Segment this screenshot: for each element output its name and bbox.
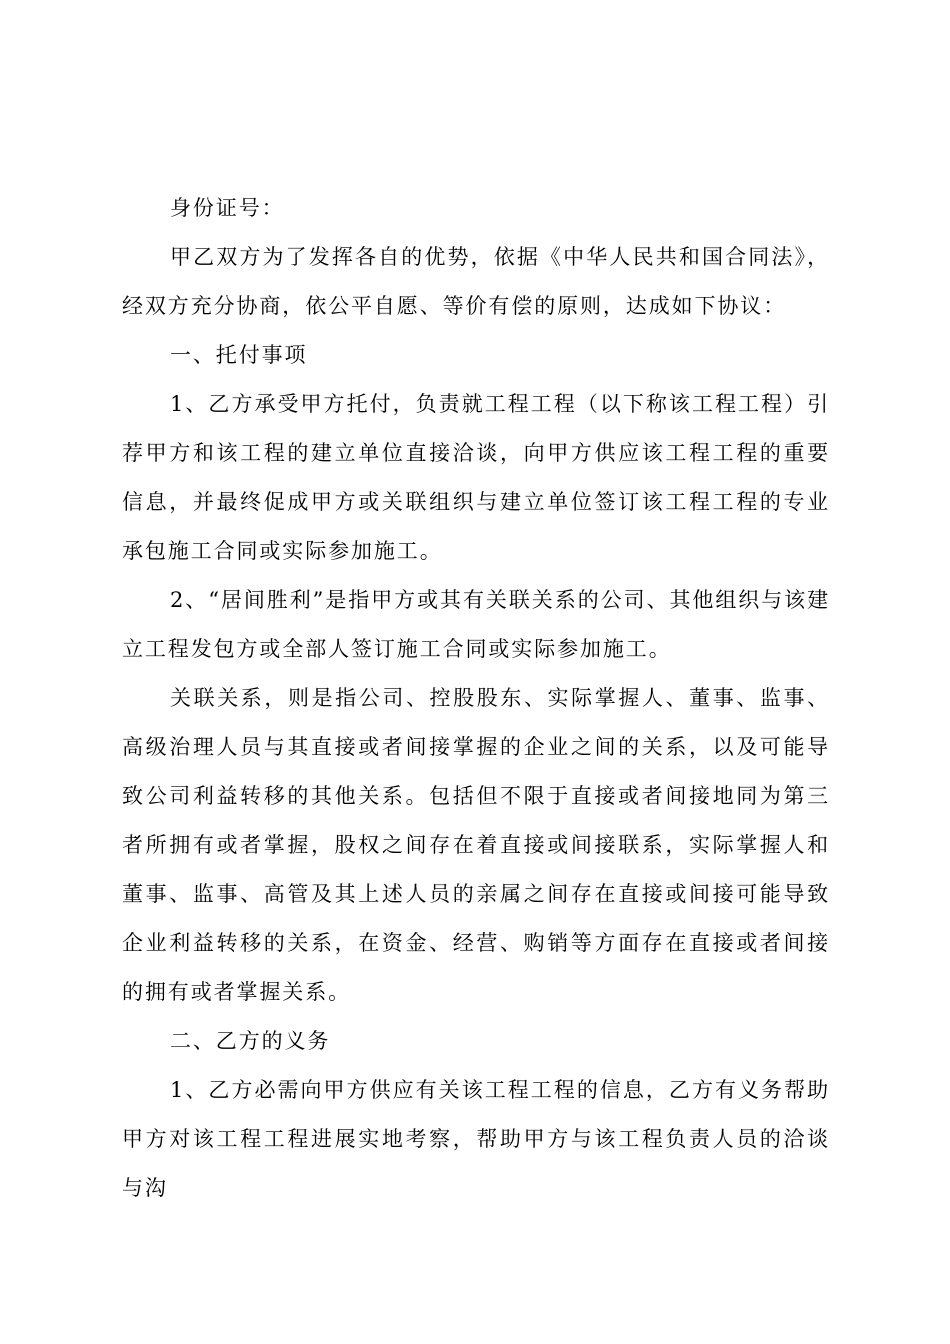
related-party-definition: 关联关系，则是指公司、控股股东、实际掌握人、董事、监事、高级治理人员与其直接或者间接掌握的企业之间的关系，以及可能导致公司利益转移的其他关系。包括但不限于直接或者间接地同为第三者所拥有或者掌握，股权之间存在着直接或间接联系，实际掌握人和董事、监事、高管及其上述人员的亲属之间存在直接或间接可能导致企业利益转移的关系，在资金、经营、购销等方面存在直接或者间接的拥有或者掌握关系。 bbox=[122, 686, 830, 1004]
clause-1-2: 2、“居间胜利”是指甲方或其有关联关系的公司、其他组织与该建立工程发包方或全部人签订施工合同或实际参加施工。 bbox=[122, 588, 830, 661]
clause-1-1: 1、乙方承受甲方托付，负责就工程工程（以下称该工程工程）引荐甲方和该工程的建立单位直接洽谈，向甲方供应该工程工程的重要信息，并最终促成甲方或关联组织与建立单位签订该工程工程的专业承包施工合同或实际参加施工。 bbox=[122, 392, 830, 563]
id-number-line: 身份证号： bbox=[170, 196, 285, 220]
preamble-paragraph: 甲乙双方为了发挥各自的优势，依据《中华人民共和国合同法》，经双方充分协商，依公平自愿、等价有偿的原则，达成如下协议： bbox=[122, 245, 830, 318]
section-heading-party-b-obligations: 二、乙方的义务 bbox=[170, 1029, 331, 1053]
section-heading-entrusted-matters: 一、托付事项 bbox=[170, 343, 308, 367]
document-body bbox=[122, 184, 830, 1213]
clause-2-1: 1、乙方必需向甲方供应有关该工程工程的信息，乙方有义务帮助甲方对该工程工程进展实地考察，帮助甲方与该工程负责人员的洽谈与沟 bbox=[122, 1078, 830, 1200]
